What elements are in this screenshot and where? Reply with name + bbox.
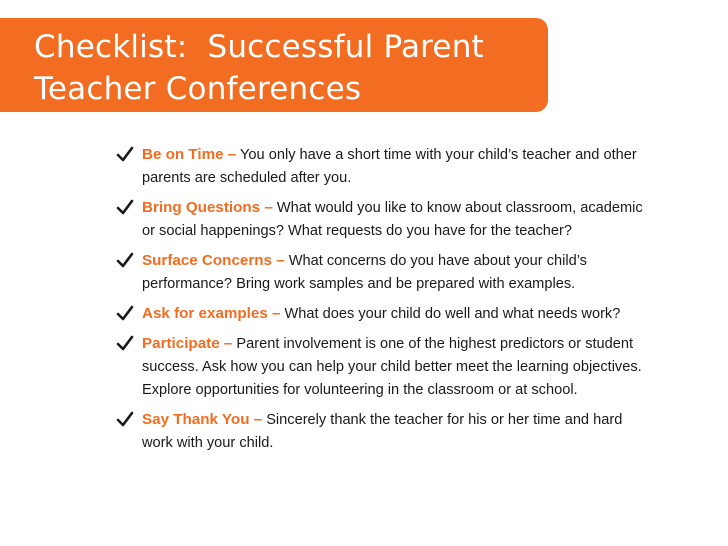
checkmark-icon bbox=[116, 304, 134, 322]
item-description: What concerns do you have about your child’s performance? Bring work samples and be prepared with examples. bbox=[142, 253, 587, 292]
checklist-item-bring-questions bbox=[116, 196, 656, 243]
checkmark-icon bbox=[116, 145, 134, 163]
item-description: What does your child do well and what needs work? bbox=[280, 306, 621, 322]
checkmark-icon bbox=[116, 198, 134, 216]
item-title: Be on Time – bbox=[142, 146, 237, 163]
item-title: Surface Concerns – bbox=[142, 252, 285, 269]
checkmark-icon bbox=[116, 251, 134, 269]
checkmark-icon bbox=[116, 410, 134, 428]
checklist-item-surface-concerns bbox=[116, 249, 656, 296]
item-description: You only have a short time with your child’s teacher and other parents are scheduled after you. bbox=[142, 147, 637, 186]
item-title: Say Thank You – bbox=[142, 411, 263, 428]
checklist-item-say-thank-you bbox=[116, 408, 656, 455]
item-description: Sincerely thank the teacher for his or her time and hard work with your child. bbox=[142, 412, 623, 451]
item-title: Bring Questions – bbox=[142, 199, 273, 216]
item-description: What would you like to know about classroom, academic or social happenings? What requests do you have for the teacher? bbox=[142, 200, 643, 239]
slide-title-line-2: Teacher Conferences bbox=[34, 71, 362, 107]
item-description: Parent involvement is one of the highest predictors or student success. Ask how you can help your child better meet the learning objectives. Explore opportunities for volunteering in the classroom or at school. bbox=[142, 336, 642, 398]
checklist-item-ask-for-examples bbox=[116, 302, 656, 326]
checkmark-icon bbox=[116, 334, 134, 352]
item-title: Ask for examples – bbox=[142, 305, 281, 322]
checklist bbox=[116, 143, 656, 461]
item-title: Participate – bbox=[142, 335, 233, 352]
slide-title-line-1: Checklist: Successful Parent bbox=[34, 29, 484, 65]
title-banner bbox=[0, 18, 548, 112]
checklist-item-be-on-time bbox=[116, 143, 656, 190]
checklist-item-participate bbox=[116, 332, 656, 402]
